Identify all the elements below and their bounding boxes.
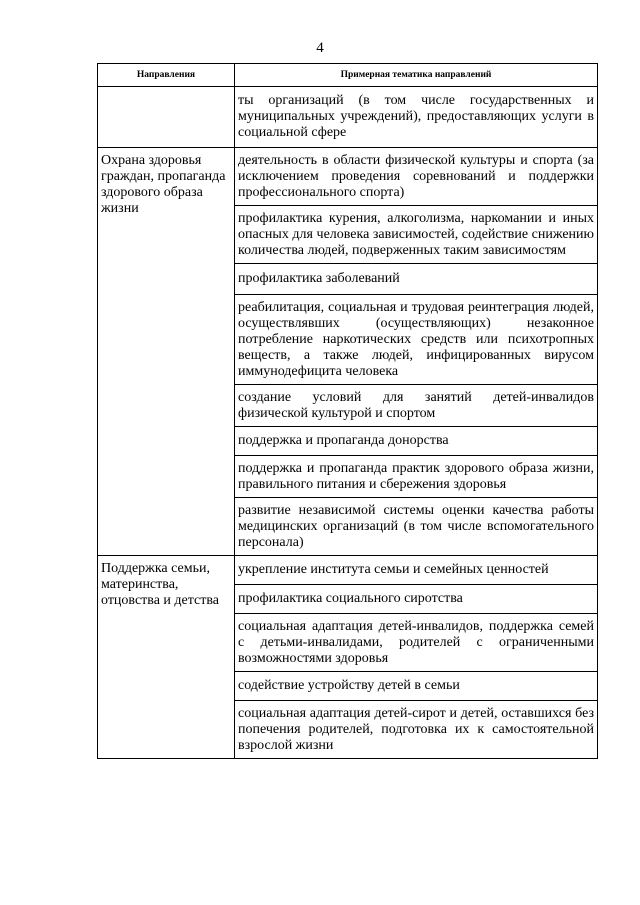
topic-cell: поддержка и пропаганда практик здорового образа жизни, правильного питания и сбережения здоровья [235, 456, 598, 498]
topic-cell: профилактика заболеваний [235, 264, 598, 295]
page-number: 4 [316, 40, 324, 56]
header-directions: Направления [98, 64, 235, 87]
direction-cell-family: Поддержка семьи, материнства, отцовства и детства [98, 556, 235, 759]
topic-cell: профилактика социального сиротства [235, 585, 598, 614]
directions-table [97, 63, 598, 759]
topic-cell: содействие устройству детей в семьи [235, 672, 598, 701]
topic-cell: создание условий для занятий детей-инвалидов физической культурой и спортом [235, 385, 598, 427]
table-header-row [98, 64, 598, 87]
topic-cell: социальная адаптация детей-сирот и детей, оставшихся без попечения родителей, подготовка их к самостоятельной взрослой жизни [235, 701, 598, 759]
header-topics: Примерная тематика направлений [235, 64, 598, 87]
topic-cell: деятельность в области физической культуры и спорта (за исключением проведения соревнований и поддержки профессионального спорта) [235, 148, 598, 206]
table-row [98, 87, 598, 148]
topic-cell: развитие независимой системы оценки качества работы медицинских организаций (в том числе вспомогательного персонала) [235, 498, 598, 556]
topic-cell: профилактика курения, алкоголизма, наркомании и иных опасных для человека зависимостей, содействие снижению количества людей, подверженных таким зависимостям [235, 206, 598, 264]
topic-cell: поддержка и пропаганда донорства [235, 427, 598, 456]
table-row [98, 556, 598, 585]
table-row [98, 148, 598, 206]
topic-cell-continuation: ты организаций (в том числе государственных и муниципальных учреждений), предоставляющих услуги в социальной сфере [235, 87, 598, 148]
topic-cell: социальная адаптация детей-инвалидов, поддержка семей с детьми-инвалидами, родителей с ограниченными возможностями здоровья [235, 614, 598, 672]
topic-cell: укрепление института семьи и семейных ценностей [235, 556, 598, 585]
direction-cell-empty [98, 87, 235, 148]
direction-cell-health: Охрана здоровья граждан, пропаганда здорового образа жизни [98, 148, 235, 556]
topic-cell: реабилитация, социальная и трудовая реинтеграция людей, осуществлявших (осуществляющих) незаконное потребление наркотических средств или психотропных веществ, а также людей, инфицированных вирусом иммунодефицита человека [235, 295, 598, 385]
